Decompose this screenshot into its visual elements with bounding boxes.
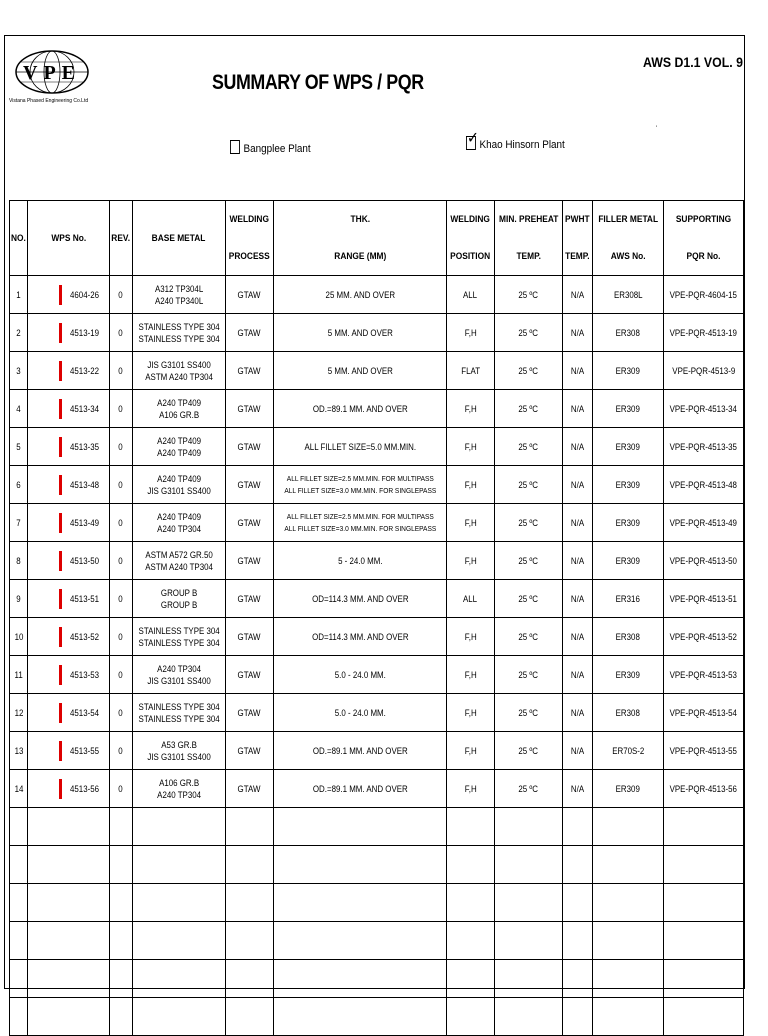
row-no: 4: [10, 390, 28, 428]
row-pwht: N/A: [562, 428, 592, 466]
row-min-preheat: 25 ºC: [494, 466, 562, 504]
row-wps-no: 4513-55: [28, 732, 110, 770]
row-pwht: N/A: [562, 694, 592, 732]
row-supporting-pqr: VPE-PQR-4513-50: [664, 542, 744, 580]
row-rev: 0: [109, 656, 132, 694]
row-min-preheat: 25 ºC: [494, 352, 562, 390]
table-row: [10, 542, 744, 580]
empty-table-row: [10, 960, 744, 998]
row-welding-position: F,H: [447, 542, 494, 580]
row-min-preheat: 25 ºC: [494, 428, 562, 466]
empty-cell: [447, 808, 494, 846]
wps-marker: [59, 285, 62, 305]
header-rev: REV.: [109, 201, 132, 276]
empty-cell: [273, 998, 447, 1036]
table-row: [10, 352, 744, 390]
row-welding-position: F,H: [447, 656, 494, 694]
wps-marker: [59, 589, 62, 609]
row-welding-position: F,H: [447, 390, 494, 428]
empty-table-row: [10, 922, 744, 960]
row-welding-position: F,H: [447, 770, 494, 808]
row-welding-process: GTAW: [226, 428, 273, 466]
wps-marker: [59, 437, 62, 457]
row-wps-no: 4513-35: [28, 428, 110, 466]
row-welding-process: GTAW: [226, 352, 273, 390]
row-supporting-pqr: VPE-PQR-4513-55: [664, 732, 744, 770]
row-supporting-pqr: VPE-PQR-4604-15: [664, 276, 744, 314]
empty-cell: [447, 960, 494, 998]
empty-cell: [28, 960, 110, 998]
empty-cell: [10, 808, 28, 846]
table-row: [10, 466, 744, 504]
wps-marker: [59, 399, 62, 419]
empty-cell: [226, 884, 273, 922]
row-min-preheat: 25 ºC: [494, 694, 562, 732]
table-row: [10, 694, 744, 732]
row-thk-range: OD.=89.1 MM. AND OVER: [273, 390, 447, 428]
row-pwht: N/A: [562, 732, 592, 770]
row-no: 8: [10, 542, 28, 580]
row-thk-range: OD=114.3 MM. AND OVER: [273, 580, 447, 618]
row-pwht: N/A: [562, 504, 592, 542]
row-welding-position: F,H: [447, 694, 494, 732]
row-welding-process: GTAW: [226, 276, 273, 314]
row-supporting-pqr: VPE-PQR-4513-48: [664, 466, 744, 504]
row-rev: 0: [109, 390, 132, 428]
table-row: [10, 732, 744, 770]
row-thk-range: 25 MM. AND OVER: [273, 276, 447, 314]
row-base-metal: A240 TP409 A240 TP409: [132, 428, 225, 466]
row-no: 14: [10, 770, 28, 808]
row-filler-metal: ER309: [592, 542, 663, 580]
row-supporting-pqr: VPE-PQR-4513-35: [664, 428, 744, 466]
empty-cell: [273, 884, 447, 922]
row-min-preheat: 25 ºC: [494, 504, 562, 542]
empty-cell: [494, 960, 562, 998]
header-supporting: SUPPORTING PQR No.: [664, 201, 744, 276]
row-pwht: N/A: [562, 618, 592, 656]
row-thk-range: 5.0 - 24.0 MM.: [273, 694, 447, 732]
empty-cell: [592, 808, 663, 846]
row-base-metal: A106 GR.B A240 TP304: [132, 770, 225, 808]
empty-cell: [10, 846, 28, 884]
row-supporting-pqr: VPE-PQR-4513-49: [664, 504, 744, 542]
row-wps-no: 4513-22: [28, 352, 110, 390]
row-filler-metal: ER70S-2: [592, 732, 663, 770]
row-welding-process: GTAW: [226, 770, 273, 808]
empty-cell: [109, 884, 132, 922]
empty-cell: [226, 922, 273, 960]
row-supporting-pqr: VPE-PQR-4513-53: [664, 656, 744, 694]
row-wps-no: 4604-26: [28, 276, 110, 314]
wps-marker: [59, 513, 62, 533]
row-base-metal: A240 TP304 JIS G3101 SS400: [132, 656, 225, 694]
row-min-preheat: 25 ºC: [494, 580, 562, 618]
row-filler-metal: ER309: [592, 390, 663, 428]
empty-cell: [28, 998, 110, 1036]
row-filler-metal: ER309: [592, 466, 663, 504]
row-welding-process: GTAW: [226, 504, 273, 542]
row-base-metal: GROUP B GROUP B: [132, 580, 225, 618]
row-base-metal: A240 TP409 A106 GR.B: [132, 390, 225, 428]
wps-marker: [59, 551, 62, 571]
page-title: SUMMARY OF WPS / PQR: [212, 71, 424, 94]
empty-cell: [132, 884, 225, 922]
row-welding-process: GTAW: [226, 466, 273, 504]
row-filler-metal: ER308: [592, 694, 663, 732]
header-no: NO.: [10, 201, 28, 276]
row-min-preheat: 25 ºC: [494, 542, 562, 580]
empty-cell: [132, 998, 225, 1036]
row-pwht: N/A: [562, 390, 592, 428]
empty-cell: [494, 998, 562, 1036]
empty-cell: [562, 998, 592, 1036]
company-logo: [14, 49, 90, 95]
row-welding-position: F,H: [447, 504, 494, 542]
row-thk-range: OD.=89.1 MM. AND OVER: [273, 770, 447, 808]
header-pwht: PWHT TEMP.: [562, 201, 592, 276]
wps-summary-table: [9, 200, 744, 1036]
empty-cell: [592, 922, 663, 960]
empty-cell: [562, 922, 592, 960]
empty-cell: [273, 808, 447, 846]
empty-cell: [664, 884, 744, 922]
empty-cell: [109, 998, 132, 1036]
empty-cell: [28, 808, 110, 846]
row-thk-range: ALL FILLET SIZE=2.5 MM.MIN. FOR MULTIPASS ALL FILLET SIZE=3.0 MM.MIN. FOR SINGLEPASS: [273, 504, 447, 542]
empty-cell: [226, 998, 273, 1036]
row-welding-process: GTAW: [226, 314, 273, 352]
empty-cell: [132, 846, 225, 884]
empty-cell: [592, 846, 663, 884]
row-wps-no: 4513-48: [28, 466, 110, 504]
empty-table-row: [10, 846, 744, 884]
svg-text:VPE: VPE: [23, 62, 81, 84]
empty-cell: [10, 922, 28, 960]
row-welding-position: ALL: [447, 276, 494, 314]
row-base-metal: STAINLESS TYPE 304 STAINLESS TYPE 304: [132, 618, 225, 656]
row-filler-metal: ER309: [592, 428, 663, 466]
row-pwht: N/A: [562, 770, 592, 808]
empty-cell: [109, 808, 132, 846]
empty-cell: [562, 960, 592, 998]
row-base-metal: A312 TP304L A240 TP340L: [132, 276, 225, 314]
empty-cell: [664, 846, 744, 884]
empty-cell: [562, 808, 592, 846]
table-row: [10, 580, 744, 618]
empty-cell: [447, 846, 494, 884]
plant-option-khao-hinsorn[interactable]: [466, 130, 565, 151]
row-thk-range: ALL FILLET SIZE=2.5 MM.MIN. FOR MULTIPASS ALL FILLET SIZE=3.0 MM.MIN. FOR SINGLEPASS: [273, 466, 447, 504]
empty-cell: [592, 884, 663, 922]
row-no: 3: [10, 352, 28, 390]
row-rev: 0: [109, 428, 132, 466]
row-base-metal: A240 TP409 A240 TP304: [132, 504, 225, 542]
row-no: 11: [10, 656, 28, 694]
empty-cell: [562, 884, 592, 922]
document-sheet: [4, 35, 745, 989]
empty-cell: [447, 884, 494, 922]
row-filler-metal: ER309: [592, 770, 663, 808]
checkbox-khao-hinsorn[interactable]: [466, 130, 479, 150]
empty-cell: [664, 922, 744, 960]
empty-cell: [28, 846, 110, 884]
empty-cell: [562, 846, 592, 884]
wps-marker: [59, 741, 62, 761]
row-welding-position: ALL: [447, 580, 494, 618]
row-welding-process: GTAW: [226, 694, 273, 732]
empty-cell: [226, 960, 273, 998]
row-supporting-pqr: VPE-PQR-4513-9: [664, 352, 744, 390]
empty-table-row: [10, 808, 744, 846]
row-rev: 0: [109, 352, 132, 390]
row-filler-metal: ER316: [592, 580, 663, 618]
wps-marker: [59, 703, 62, 723]
empty-cell: [109, 922, 132, 960]
row-thk-range: ALL FILLET SIZE=5.0 MM.MIN.: [273, 428, 447, 466]
header-thk-range: THK. RANGE (MM): [273, 201, 447, 276]
stray-mark: ': [656, 126, 658, 132]
row-thk-range: 5 - 24.0 MM.: [273, 542, 447, 580]
row-base-metal: A53 GR.B JIS G3101 SS400: [132, 732, 225, 770]
row-welding-position: F,H: [447, 732, 494, 770]
row-welding-process: GTAW: [226, 656, 273, 694]
empty-cell: [109, 846, 132, 884]
row-wps-no: 4513-19: [28, 314, 110, 352]
row-thk-range: OD.=89.1 MM. AND OVER: [273, 732, 447, 770]
row-filler-metal: ER309: [592, 504, 663, 542]
empty-cell: [494, 808, 562, 846]
wps-marker: [59, 323, 62, 343]
empty-cell: [273, 960, 447, 998]
row-no: 5: [10, 428, 28, 466]
row-welding-process: GTAW: [226, 390, 273, 428]
empty-cell: [10, 998, 28, 1036]
wps-marker: [59, 779, 62, 799]
empty-cell: [28, 884, 110, 922]
row-welding-position: FLAT: [447, 352, 494, 390]
row-min-preheat: 25 ºC: [494, 656, 562, 694]
row-pwht: N/A: [562, 542, 592, 580]
table-row: [10, 656, 744, 694]
plant-option-bangplee[interactable]: [230, 140, 311, 155]
row-filler-metal: ER308L: [592, 276, 663, 314]
row-rev: 0: [109, 770, 132, 808]
table-row: [10, 390, 744, 428]
empty-cell: [132, 960, 225, 998]
header-wps-no: WPS No.: [28, 201, 110, 276]
empty-cell: [132, 922, 225, 960]
empty-cell: [273, 922, 447, 960]
row-min-preheat: 25 ºC: [494, 732, 562, 770]
row-supporting-pqr: VPE-PQR-4513-34: [664, 390, 744, 428]
row-rev: 0: [109, 618, 132, 656]
row-no: 9: [10, 580, 28, 618]
row-no: 1: [10, 276, 28, 314]
row-filler-metal: ER308: [592, 618, 663, 656]
company-name: Vistana Phased Engineering Co.Ltd: [9, 98, 89, 104]
row-wps-no: 4513-34: [28, 390, 110, 428]
row-rev: 0: [109, 314, 132, 352]
row-no: 13: [10, 732, 28, 770]
header-min-preheat: MIN. PREHEAT TEMP.: [494, 201, 562, 276]
row-wps-no: 4513-51: [28, 580, 110, 618]
empty-cell: [592, 960, 663, 998]
row-thk-range: 5.0 - 24.0 MM.: [273, 656, 447, 694]
row-rev: 0: [109, 694, 132, 732]
row-min-preheat: 25 ºC: [494, 770, 562, 808]
empty-cell: [273, 846, 447, 884]
header-welding-position: WELDING POSITION: [447, 201, 494, 276]
empty-cell: [494, 846, 562, 884]
table-row: [10, 618, 744, 656]
wps-marker: [59, 475, 62, 495]
row-rev: 0: [109, 580, 132, 618]
checkmark-icon: ✓: [466, 130, 479, 147]
table-header-row: [10, 201, 744, 276]
empty-cell: [592, 998, 663, 1036]
row-wps-no: 4513-53: [28, 656, 110, 694]
row-welding-position: F,H: [447, 428, 494, 466]
row-wps-no: 4513-54: [28, 694, 110, 732]
standard-code: AWS D1.1 VOL. 9: [643, 54, 743, 70]
table-row: [10, 504, 744, 542]
row-supporting-pqr: VPE-PQR-4513-52: [664, 618, 744, 656]
empty-cell: [28, 922, 110, 960]
table-row: [10, 428, 744, 466]
row-rev: 0: [109, 542, 132, 580]
row-wps-no: 4513-49: [28, 504, 110, 542]
row-base-metal: STAINLESS TYPE 304 STAINLESS TYPE 304: [132, 694, 225, 732]
row-pwht: N/A: [562, 580, 592, 618]
row-min-preheat: 25 ºC: [494, 390, 562, 428]
empty-cell: [664, 960, 744, 998]
row-thk-range: 5 MM. AND OVER: [273, 314, 447, 352]
row-base-metal: JIS G3101 SS400 ASTM A240 TP304: [132, 352, 225, 390]
empty-cell: [494, 884, 562, 922]
wps-marker: [59, 361, 62, 381]
plant-label-khao-hinsorn: Khao Hinsorn Plant: [479, 139, 565, 151]
row-thk-range: 5 MM. AND OVER: [273, 352, 447, 390]
empty-cell: [109, 960, 132, 998]
row-min-preheat: 25 ºC: [494, 618, 562, 656]
row-rev: 0: [109, 466, 132, 504]
row-pwht: N/A: [562, 276, 592, 314]
empty-cell: [226, 846, 273, 884]
wps-marker: [59, 627, 62, 647]
row-supporting-pqr: VPE-PQR-4513-54: [664, 694, 744, 732]
empty-cell: [447, 922, 494, 960]
empty-cell: [664, 998, 744, 1036]
row-no: 2: [10, 314, 28, 352]
row-no: 6: [10, 466, 28, 504]
row-welding-process: GTAW: [226, 542, 273, 580]
table-row: [10, 314, 744, 352]
empty-cell: [10, 884, 28, 922]
empty-cell: [447, 998, 494, 1036]
empty-cell: [664, 808, 744, 846]
row-no: 7: [10, 504, 28, 542]
row-no: 12: [10, 694, 28, 732]
row-pwht: N/A: [562, 466, 592, 504]
table-row: [10, 770, 744, 808]
row-rev: 0: [109, 732, 132, 770]
row-base-metal: ASTM A572 GR.50 ASTM A240 TP304: [132, 542, 225, 580]
header-welding-process: WELDING PROCESS: [226, 201, 273, 276]
row-pwht: N/A: [562, 352, 592, 390]
row-filler-metal: ER309: [592, 656, 663, 694]
empty-cell: [10, 960, 28, 998]
plant-label-bangplee: Bangplee Plant: [243, 143, 311, 155]
row-rev: 0: [109, 276, 132, 314]
row-thk-range: OD=114.3 MM. AND OVER: [273, 618, 447, 656]
row-welding-process: GTAW: [226, 618, 273, 656]
header-filler-metal: FILLER METAL AWS No.: [592, 201, 663, 276]
row-min-preheat: 25 ºC: [494, 314, 562, 352]
row-welding-process: GTAW: [226, 732, 273, 770]
empty-cell: [132, 808, 225, 846]
table-row: [10, 276, 744, 314]
empty-table-row: [10, 884, 744, 922]
row-wps-no: 4513-56: [28, 770, 110, 808]
checkbox-bangplee[interactable]: [230, 140, 240, 154]
row-welding-position: F,H: [447, 618, 494, 656]
row-wps-no: 4513-52: [28, 618, 110, 656]
row-rev: 0: [109, 504, 132, 542]
row-filler-metal: ER309: [592, 352, 663, 390]
empty-cell: [494, 922, 562, 960]
row-base-metal: STAINLESS TYPE 304 STAINLESS TYPE 304: [132, 314, 225, 352]
wps-marker: [59, 665, 62, 685]
row-supporting-pqr: VPE-PQR-4513-56: [664, 770, 744, 808]
row-filler-metal: ER308: [592, 314, 663, 352]
row-base-metal: A240 TP409 JIS G3101 SS400: [132, 466, 225, 504]
row-supporting-pqr: VPE-PQR-4513-51: [664, 580, 744, 618]
empty-cell: [226, 808, 273, 846]
row-welding-process: GTAW: [226, 580, 273, 618]
empty-table-row: [10, 998, 744, 1036]
row-min-preheat: 25 ºC: [494, 276, 562, 314]
row-wps-no: 4513-50: [28, 542, 110, 580]
row-welding-position: F,H: [447, 314, 494, 352]
row-no: 10: [10, 618, 28, 656]
header-base-metal: BASE METAL: [132, 201, 225, 276]
row-welding-position: F,H: [447, 466, 494, 504]
row-pwht: N/A: [562, 656, 592, 694]
row-pwht: N/A: [562, 314, 592, 352]
row-supporting-pqr: VPE-PQR-4513-19: [664, 314, 744, 352]
